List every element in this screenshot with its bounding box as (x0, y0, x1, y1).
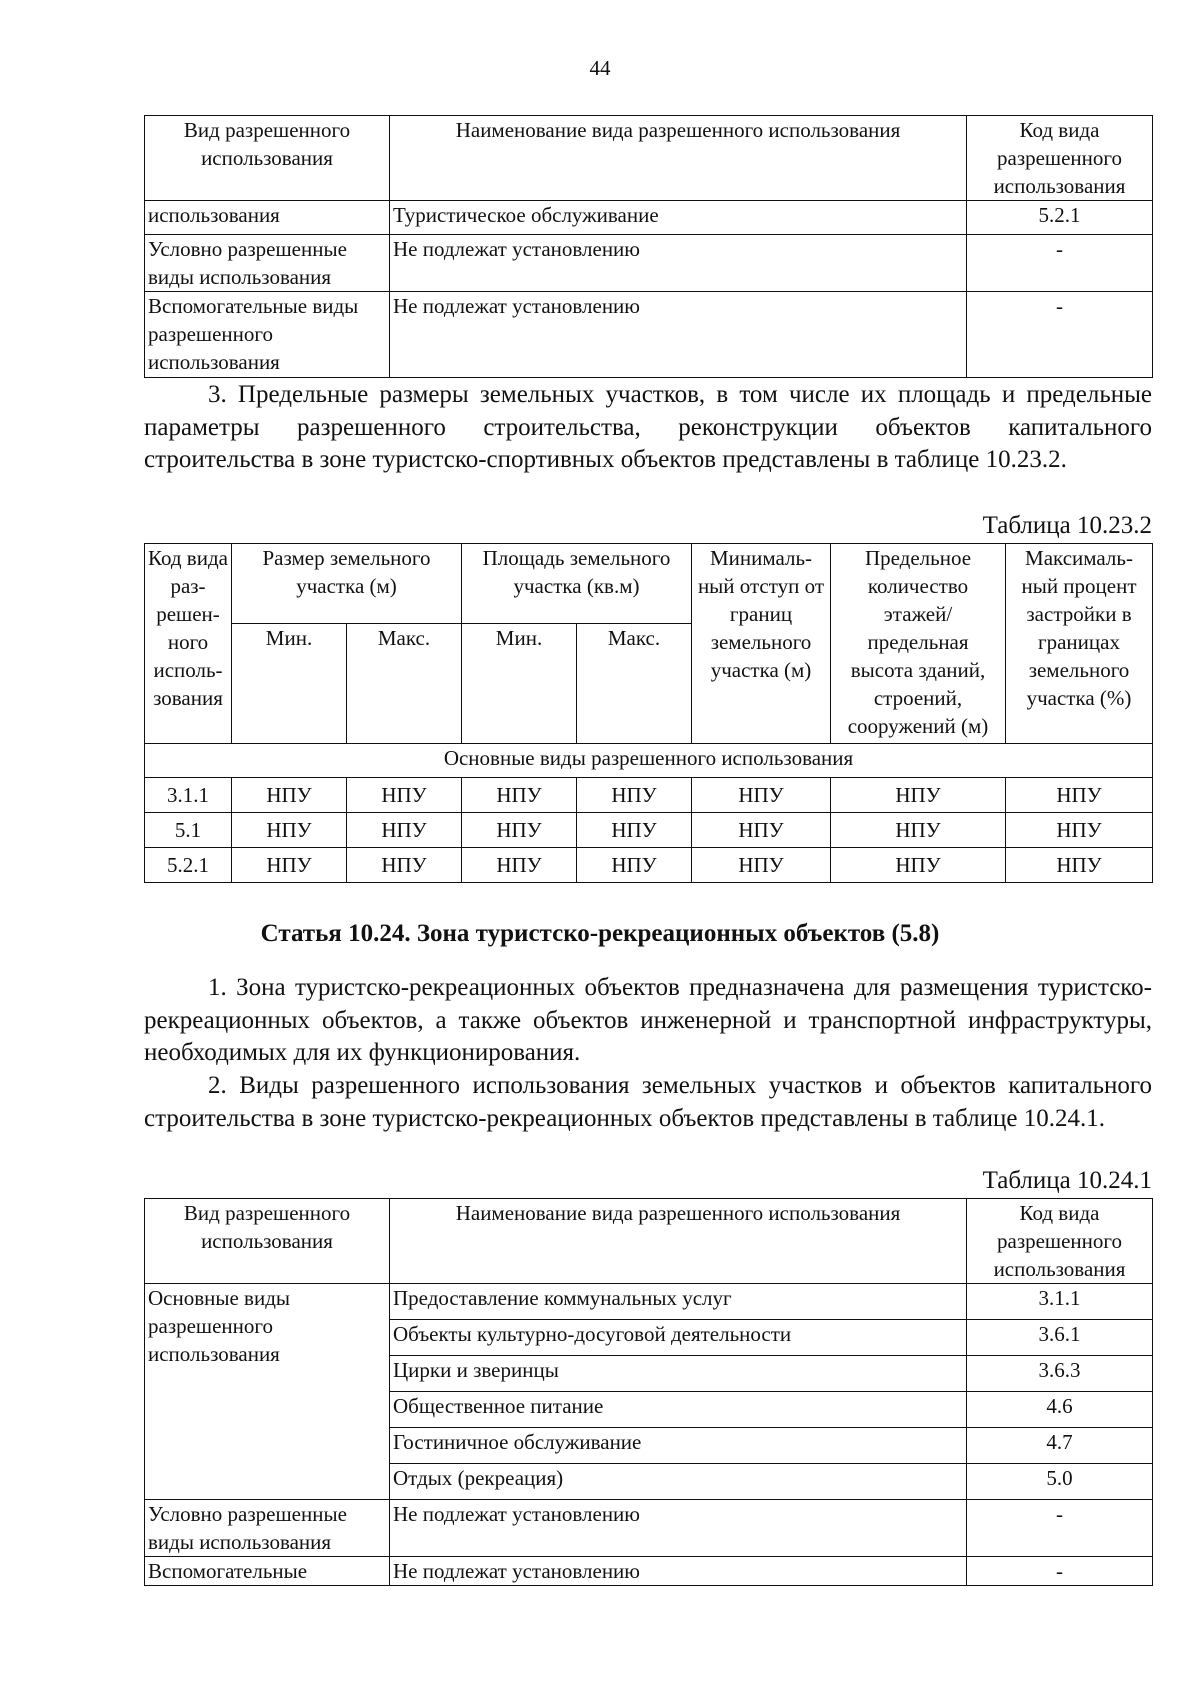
limits-table (144, 543, 1153, 883)
cell-value: НПУ (692, 813, 831, 848)
table-row (145, 848, 1153, 883)
row-code: 5.2.1 (967, 201, 1153, 235)
row-code: 5.0 (967, 1464, 1153, 1500)
table-row (145, 813, 1153, 848)
row-name: Не подлежат установлению (390, 1500, 967, 1557)
row-code: 3.6.3 (967, 1356, 1153, 1392)
header-size-max: Макс. (347, 624, 462, 744)
cell-value: НПУ (577, 778, 692, 813)
cell-value: НПУ (1006, 778, 1153, 813)
cell-value: НПУ (347, 848, 462, 883)
cell-value: НПУ (831, 848, 1006, 883)
header-max-floors: Предельное количество этажей/ предельная высота зданий, строений, сооружений (м) (831, 544, 1006, 744)
cell-value: НПУ (692, 778, 831, 813)
paragraph-3: 3. Предельные размеры земельных участков, в том числе их площадь и предельные параметры разрешенного строительства, реконструкции объектов капитального строительства в зоне туристско-спортивных объектов представлены в таблице 10.23.2. (144, 381, 1152, 473)
row-name: Не подлежат установлению (390, 292, 967, 378)
header-use-name: Наименование вида разрешенного использования (390, 1199, 967, 1284)
table-header-row (145, 116, 1153, 201)
header-plot-area: Площадь земельного участка (кв.м) (462, 544, 692, 624)
row-name: Не подлежат установлению (390, 235, 967, 292)
table-row (145, 1284, 1153, 1320)
header-use-name: Наименование вида разрешенного использования (390, 116, 967, 201)
table-caption-10-24-1: Таблица 10.24.1 (982, 1167, 1152, 1194)
cell-value: НПУ (232, 848, 347, 883)
header-use-code: Код вида разрешенного использования (967, 1199, 1153, 1284)
row-group-auxiliary: Вспомогательные (145, 1557, 390, 1586)
land-use-table-10-24-1 (144, 1198, 1153, 1586)
row-name: Объекты культурно-досуговой деятельности (390, 1320, 967, 1356)
row-group-conditional: Условно разрешенные виды использования (145, 1500, 390, 1557)
header-max-percent: Максималь- ный процент застройки в границах земельного участка (%) (1006, 544, 1153, 744)
row-group-main: Основные виды разрешенного использования (145, 1284, 390, 1500)
header-use-type: Вид разрешенного использования (145, 1199, 390, 1284)
header-plot-size: Размер земельного участка (м) (232, 544, 462, 624)
header-area-min: Мин. (462, 624, 577, 744)
cell-value: НПУ (462, 848, 577, 883)
cell-value: НПУ (692, 848, 831, 883)
table-row (145, 235, 1153, 292)
header-area-max: Макс. (577, 624, 692, 744)
section-row: Основные виды разрешенного использования (145, 744, 1153, 778)
row-code: 5.1 (145, 813, 232, 848)
header-min-indent: Минималь- ный отступ от границ земельного участка (м) (692, 544, 831, 744)
cell-value: НПУ (577, 813, 692, 848)
row-code: 4.7 (967, 1428, 1153, 1464)
header-code: Код вида раз- решен- ного исполь- зования (145, 544, 232, 744)
cell-value: НПУ (232, 778, 347, 813)
header-use-type: Вид разрешенного использования (145, 116, 390, 201)
header-size-min: Мин. (232, 624, 347, 744)
cell-value: НПУ (462, 813, 577, 848)
table-row (145, 778, 1153, 813)
cell-value: НПУ (347, 813, 462, 848)
row-code: 5.2.1 (145, 848, 232, 883)
table-header-row (145, 1199, 1153, 1284)
row-code: - (967, 292, 1153, 378)
row-name: Гостиничное обслуживание (390, 1428, 967, 1464)
cell-value: НПУ (462, 778, 577, 813)
table-row (145, 292, 1153, 378)
row-code: - (967, 235, 1153, 292)
table-caption-10-23-2: Таблица 10.23.2 (982, 512, 1152, 539)
row-name: Цирки и зверинцы (390, 1356, 967, 1392)
row-code: - (967, 1500, 1153, 1557)
paragraph-2: 2. Виды разрешенного использования земельных участков и объектов капитального строительства в зоне туристско-рекреационных объектов представлены в таблице 10.24.1. (144, 1072, 1152, 1132)
row-code: 3.1.1 (967, 1284, 1153, 1320)
cell-value: НПУ (232, 813, 347, 848)
cell-value: НПУ (831, 813, 1006, 848)
cell-value: НПУ (577, 848, 692, 883)
row-name: Отдых (рекреация) (390, 1464, 967, 1500)
page-number: 44 (589, 56, 611, 80)
article-heading: Статья 10.24. Зона туристско-рекреационных объектов (5.8) (260, 920, 940, 947)
cell-value: НПУ (831, 778, 1006, 813)
land-use-table-continued (144, 115, 1153, 378)
table-row (145, 1557, 1153, 1586)
paragraph-1: 1. Зона туристско-рекреационных объектов предназначена для размещения туристско-рекреационных объектов, а также объектов инженерной и транспортной инфраструктуры, необходимых для их функционирования. (144, 974, 1152, 1066)
row-name: Туристическое обслуживание (390, 201, 967, 235)
row-group: Вспомогательные виды разрешенного использования (145, 292, 390, 378)
row-group: использования (145, 201, 390, 235)
row-code: 4.6 (967, 1392, 1153, 1428)
row-group: Условно разрешенные виды использования (145, 235, 390, 292)
table-row (145, 201, 1153, 235)
row-name: Предоставление коммунальных услуг (390, 1284, 967, 1320)
cell-value: НПУ (347, 778, 462, 813)
cell-value: НПУ (1006, 848, 1153, 883)
row-code: - (967, 1557, 1153, 1586)
table-row (145, 1500, 1153, 1557)
row-code: 3.1.1 (145, 778, 232, 813)
row-name: Общественное питание (390, 1392, 967, 1428)
row-name: Не подлежат установлению (390, 1557, 967, 1586)
header-use-code: Код вида разрешенного использования (967, 116, 1153, 201)
row-code: 3.6.1 (967, 1320, 1153, 1356)
cell-value: НПУ (1006, 813, 1153, 848)
